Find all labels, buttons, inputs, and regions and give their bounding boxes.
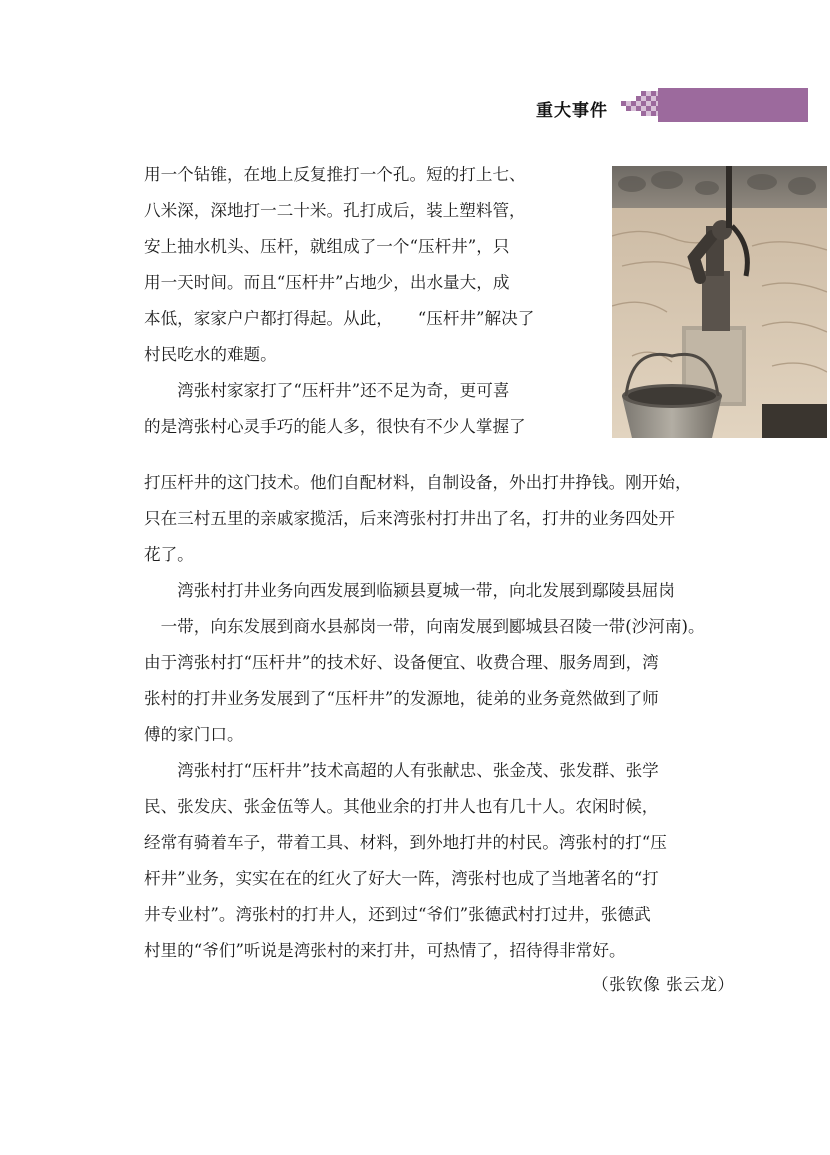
body-text-full xyxy=(144,465,734,969)
body-line: 傅的家门口。 xyxy=(144,725,244,744)
body-line: 湾张村打“压杆井”技术高超的人有张献忠、张金茂、张发群、张学 xyxy=(144,761,659,780)
page-header xyxy=(0,86,830,124)
body-line: 湾张村打井业务向西发展到临颍县夏城一带，向北发展到鄢陵县屈岗 xyxy=(144,581,675,600)
body-line: 用一天时间。而且“压杆井”占地少，出水量大，成 xyxy=(144,273,510,292)
header-color-bar xyxy=(658,88,808,122)
body-line: 八米深，深地打一二十米。孔打成后，装上塑料管， xyxy=(144,201,526,220)
checker-pattern-decoration xyxy=(621,91,661,119)
body-line: 打压杆井的这门技术。他们自配材料，自制设备，外出打井挣钱。刚开始， xyxy=(144,473,692,492)
body-text-wrapped xyxy=(144,157,604,445)
body-line: 只在三村五里的亲戚家揽活，后来湾张村打井出了名，打井的业务四处开 xyxy=(144,509,675,528)
body-line: 用一个钻锥，在地上反复推打一个孔。短的打上七、 xyxy=(144,165,526,184)
author-signature: （张钦像 张云龙） xyxy=(592,975,735,994)
body-line: 井专业村”。湾张村的打井人，还到过“爷们”张德武村打过井，张德武 xyxy=(144,905,651,924)
body-line: 的是湾张村心灵手巧的能人多，很快有不少人掌握了 xyxy=(144,417,526,436)
body-line: 民、张发庆、张金伍等人。其他业余的打井人也有几十人。农闲时候， xyxy=(144,797,659,816)
body-line: 由于湾张村打“压杆井”的技术好、设备便宜、收费合理、服务周到，湾 xyxy=(144,653,659,672)
body-line: 安上抽水机头、压杆，就组成了一个“压杆井”，只 xyxy=(144,237,510,256)
body-line: 经常有骑着车子，带着工具、材料，到外地打井的村民。湾张村的打“压 xyxy=(144,833,667,852)
body-line: 村里的“爷们”听说是湾张村的来打井，可热情了，招待得非常好。 xyxy=(144,941,626,960)
body-line: 张村的打井业务发展到了“压杆井”的发源地，徒弟的业务竟然做到了师 xyxy=(144,689,659,708)
hand-pump-illustration xyxy=(612,166,827,438)
body-line: 一带，向东发展到商水县郝岗一带，向南发展到郾城县召陵一带(沙河南)。 xyxy=(144,617,705,636)
body-line: 湾张村家家打了“压杆井”还不足为奇，更可喜 xyxy=(144,381,510,400)
body-line: 杆井”业务，实实在在的红火了好大一阵，湾张村也成了当地著名的“打 xyxy=(144,869,659,888)
body-line: 本低，家家户户都打得起。从此， “压杆井”解决了 xyxy=(144,309,535,328)
body-line: 村民吃水的难题。 xyxy=(144,345,277,364)
hand-pump-well-photo xyxy=(612,166,827,438)
body-line: 花了。 xyxy=(144,545,194,564)
section-title: 重大事件 xyxy=(536,101,608,121)
